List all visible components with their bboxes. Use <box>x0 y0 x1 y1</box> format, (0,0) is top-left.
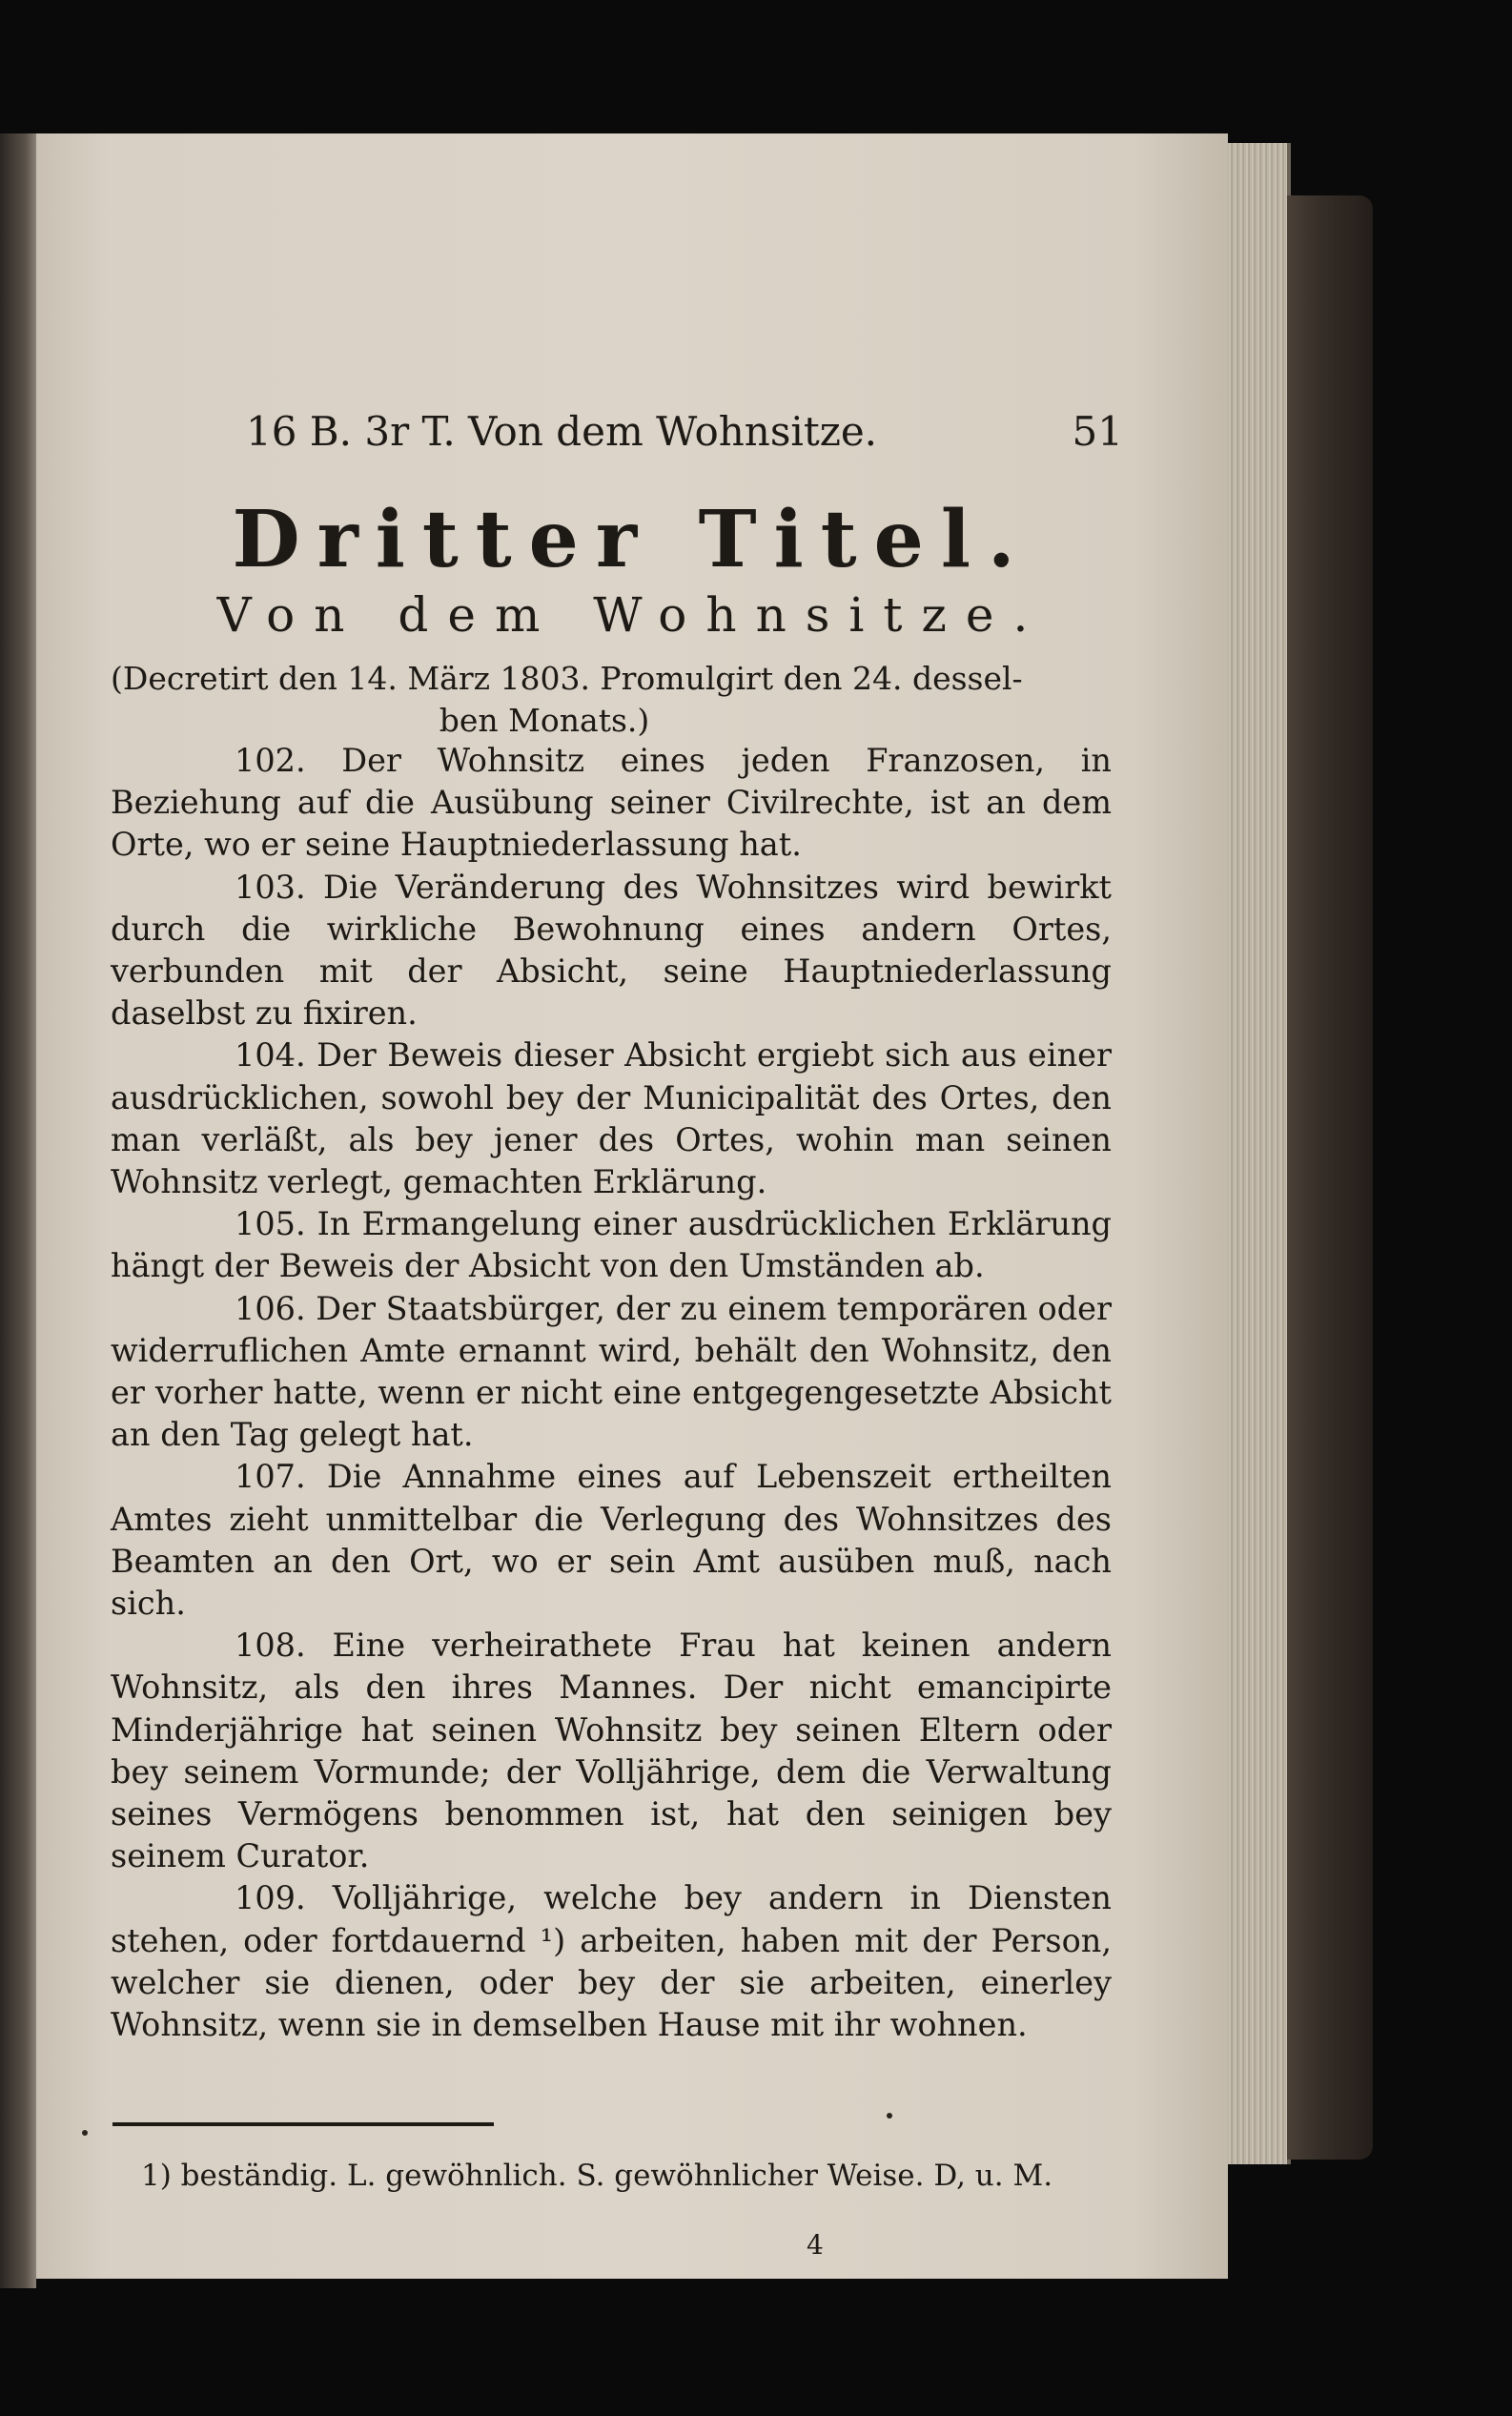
title-main: Dritter Titel. <box>232 494 1032 585</box>
article-102: 102. Der Wohnsitz eines jeden Franzosen, in Beziehung auf die Ausübung seiner Civilrechte, ist an dem Orte, wo er seine Hauptniederlassung hat. <box>111 742 1112 864</box>
article-103: 103. Die Veränderung des Wohnsitzes wird bewirkt durch die wirkliche Bewohnung eines andern Ortes, verbunden mit der Absicht, seine Hauptniederlassung daselbst zu fixiren. <box>111 868 1112 1033</box>
article-109: 109. Volljährige, welche bey andern in Diensten stehen, oder fortdauernd ¹) arbeiten, haben mit der Person, welcher sie dienen, oder bey der sie arbeiten, einerley Wohnsitz, wenn sie in demselben Hause mit ihr wohnen. <box>111 1879 1112 2044</box>
page-edges <box>1228 143 1291 2164</box>
decree-line-2: ben Monats.) <box>439 702 650 739</box>
book-cover <box>1287 195 1373 2160</box>
facing-page-edge <box>0 133 36 2288</box>
article-106: 106. Der Staatsbürger, der zu einem temporären oder widerruflichen Amte ernannt wird, behält den Wohnsitz, den er vorher hatte, wenn er nicht eine entgegengesetzte Absicht an den Tag gelegt hat. <box>111 1289 1112 1454</box>
page-number: 51 <box>1072 408 1123 455</box>
running-title: 16 B. 3r T. Von dem Wohnsitze. <box>246 408 878 455</box>
decree-line-1: (Decretirt den 14. März 1803. Promulgirt den 24. dessel- <box>111 660 1023 697</box>
ink-spot <box>887 2113 892 2119</box>
footnote: 1) beständig. L. gewöhnlich. S. gewöhnlicher Weise. D, u. M. <box>141 2159 1053 2193</box>
article-108: 108. Eine verheirathete Frau hat keinen andern Wohnsitz, als den ihres Mannes. Der nicht emancipirte Minderjährige hat seinen Wohnsitz bey seinen Eltern oder bey seinem Vormunde; der Volljährige, dem die Verwaltung seines Vermögens benommen ist, hat den seinigen bey seinem Curator. <box>111 1627 1112 1875</box>
running-header <box>246 408 1123 465</box>
decree-note <box>111 658 1112 742</box>
title-sub: Von dem Wohnsitze. <box>216 587 1048 643</box>
footnote-rule <box>112 2122 494 2126</box>
article-body <box>111 740 1112 2046</box>
article-104: 104. Der Beweis dieser Absicht ergiebt sich aus einer ausdrücklichen, sowohl bey der Municipalität des Ortes, den man verläßt, als bey jener des Ortes, wohin man seinen Wohnsitz verlegt, gemachten Erklärung. <box>111 1036 1112 1201</box>
signature-mark: 4 <box>807 2229 824 2261</box>
ink-spot <box>82 2130 88 2136</box>
article-107: 107. Die Annahme eines auf Lebenszeit ertheilten Amtes zieht unmittelbar die Verlegung des Wohnsitzes des Beamten an den Ort, wo er sein Amt ausüben muß, nach sich. <box>111 1458 1112 1623</box>
page <box>36 133 1228 2279</box>
article-105: 105. In Ermangelung einer ausdrücklichen Erklärung hängt der Beweis der Absicht von den Umständen ab. <box>111 1205 1112 1285</box>
